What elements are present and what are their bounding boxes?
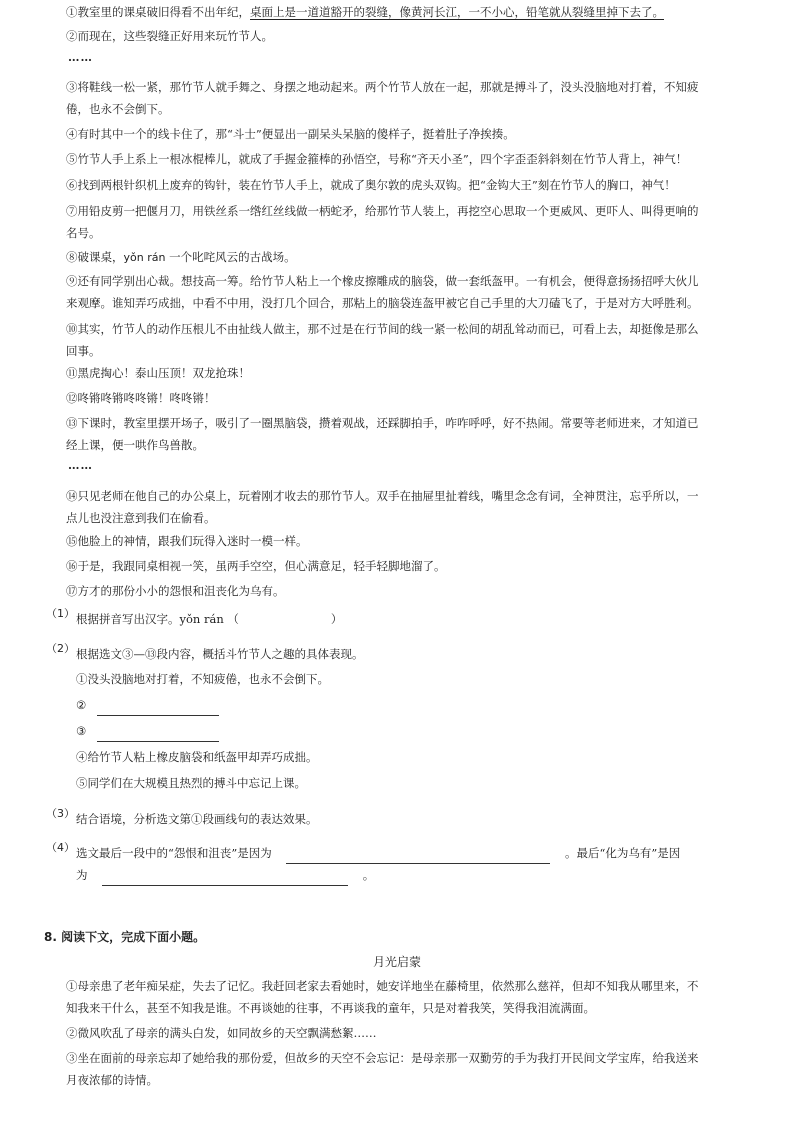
article-paragraph-1 bbox=[66, 975, 752, 1019]
passage-paragraph-11: ⑪黑虎掏心！泰山压顶！双龙抢珠！ bbox=[66, 366, 250, 380]
p9-line-1: ⑨还有同学别出心裁。想技高一筹。给竹节人粘上一个橡皮擦雕成的脑袋，做一套纸盔甲。一有机会，便得意扬扬招呼大伙儿 bbox=[66, 274, 699, 288]
p14-line-1: ⑭只见老师在他自己的办公桌上，玩着刚才收去的那竹节人。双手在抽屉里扯着线，嘴里念念有词，全神贯注，忘乎所以，一 bbox=[66, 489, 699, 503]
p1-underlined-sentence: 桌面上是一道道豁开的裂缝，像黄河长江，一不小心，铅笔就从裂缝里掉下去了。 bbox=[250, 5, 664, 19]
passage-paragraph-14 bbox=[66, 485, 752, 529]
question-2-text: 根据选文③—⑬段内容，概括斗竹节人之趣的具体表现。 bbox=[76, 647, 364, 661]
p14-line-2: 点儿也没注意到我们在偷看。 bbox=[66, 511, 216, 525]
question-number-1: （1） bbox=[46, 607, 75, 620]
question-4-text-a: 选文最后一段中的“怨恨和沮丧”是因为 bbox=[76, 846, 272, 860]
p13-line-2: 经上课，便一哄作鸟兽散。 bbox=[66, 438, 204, 452]
answer-blank-1[interactable] bbox=[239, 616, 331, 630]
answer-blank-4a[interactable] bbox=[286, 849, 550, 864]
question-4-text-c: 为 bbox=[76, 868, 88, 882]
question-number-4: （4） bbox=[46, 841, 75, 854]
article-p1-line-1: ①母亲患了老年痴呆症，失去了记忆。我赶回老家去看她时，她安详地坐在藤椅里，依然那么慈祥，但却不知我从哪里来，不 bbox=[66, 979, 699, 993]
item-2-label: ② bbox=[76, 698, 87, 712]
passage-paragraph-4: ④有时其中一个的线卡住了，那“斗士”便显出一副呆头呆脑的傻样子，挺着肚子净挨揍。 bbox=[66, 127, 515, 141]
article-p1-line-2: 知我来干什么，甚至不知我是谁。不再谈她的往事，不再谈我的童年，只是对着我笑，笑得我泪流满面。 bbox=[66, 1001, 595, 1015]
passage-paragraph-7 bbox=[66, 200, 752, 244]
p3-line-1: ③将鞋线一松一紧，那竹节人就手舞之、身摆之地动起来。两个竹节人放在一起，那就是搏斗了，没头没脑地对打着，不知疲 bbox=[66, 80, 699, 94]
article-p3-line-1: ③坐在面前的母亲忘却了她给我的那份爱，但故乡的天空不会忘记：是母亲那一双勤劳的手为我打开民间文学宝库，给我送来 bbox=[66, 1051, 699, 1065]
ellipsis: …… bbox=[68, 50, 93, 64]
p7-line-1: ⑦用铅皮剪一把偃月刀，用铁丝系一绺红丝线做一柄蛇矛，给那竹节人装上，再挖空心思取一个更威风、更吓人、叫得更响的 bbox=[66, 204, 699, 218]
article-title: 月光启蒙 bbox=[372, 955, 421, 969]
article-p3-line-2: 月夜浓郁的诗情。 bbox=[66, 1073, 158, 1087]
question-1-text: 根据拼音写出汉字。yǒn rán （ bbox=[76, 612, 239, 626]
passage-paragraph-16: ⑯于是，我跟同桌相视一笑，虽两手空空，但心满意足，轻手轻脚地溜了。 bbox=[66, 559, 446, 573]
question-2-item-4: ④给竹节人粘上橡皮脑袋和纸盔甲却弄巧成拙。 bbox=[76, 750, 318, 764]
section-heading: 8. 阅读下文，完成下面小题。 bbox=[44, 930, 206, 944]
p8-pinyin: yǒn rán bbox=[123, 251, 166, 264]
passage-paragraph-10 bbox=[66, 318, 752, 362]
p8-text-after: 一个叱咤风云的古战场。 bbox=[165, 250, 296, 264]
p7-line-2: 名号。 bbox=[66, 226, 101, 240]
question-3-text: 结合语境，分析选文第①段画线句的表达效果。 bbox=[76, 812, 318, 826]
p13-line-1: ⑬下课时，教室里摆开场子，吸引了一圈黑脑袋，攒着观战，还踩脚拍手，咋咋呼呼，好不热闹。常要等老师进来，才知道已 bbox=[66, 416, 699, 430]
passage-paragraph-2: ②而现在，这些裂缝正好用来玩竹节人。 bbox=[66, 29, 273, 43]
p9-line-2: 来观摩。谁知弄巧成拙，中看不中用，没打几个回合，那粘上的脑袋连盔甲被它自己手里的大刀磕飞了，于是对方大呼胜利。 bbox=[66, 296, 699, 310]
passage-paragraph-13 bbox=[66, 412, 752, 456]
passage-paragraph-17: ⑰方才的那份小小的怨恨和沮丧化为乌有。 bbox=[66, 584, 285, 598]
passage-paragraph-3 bbox=[66, 76, 752, 120]
question-number-3: （3） bbox=[46, 807, 75, 820]
item-3-label: ③ bbox=[76, 724, 87, 738]
article-paragraph-2: ②微风吹乱了母亲的满头白发，如同故乡的天空飘满愁絮…… bbox=[66, 1026, 377, 1040]
passage-paragraph-5: ⑤竹节人手上系上一根冰棍棒儿，就成了手握金箍棒的孙悟空，号称“齐天小圣”，四个字歪歪斜斜刻在竹节人背上，神气！ bbox=[66, 152, 688, 166]
p10-line-1: ⑩其实，竹节人的动作压根儿不由扯线人做主，那不过是在行节间的线一紧一松间的胡乱耸动而已，可看上去，却挺像是那么 bbox=[66, 322, 699, 336]
article-paragraph-3 bbox=[66, 1047, 752, 1091]
question-2-item-5: ⑤同学们在大规模且热烈的搏斗中忘记上课。 bbox=[76, 776, 306, 790]
passage-paragraph-1 bbox=[66, 1, 752, 23]
answer-blank-4b[interactable] bbox=[102, 871, 348, 886]
answer-blank-2[interactable] bbox=[97, 701, 219, 716]
question-1 bbox=[76, 608, 752, 630]
p1-text: ①教室里的课桌破旧得看不出年纪， bbox=[66, 5, 250, 19]
answer-blank-3[interactable] bbox=[97, 727, 219, 742]
passage-paragraph-15: ⑮他脸上的神情，跟我们玩得入迷时一模一样。 bbox=[66, 534, 308, 548]
p3-line-2: 倦，也永不会倒下。 bbox=[66, 102, 170, 116]
question-2-item-2 bbox=[76, 694, 219, 716]
passage-paragraph-8 bbox=[66, 246, 752, 269]
question-4-text-d: 。 bbox=[362, 868, 375, 882]
p8-text-before: ⑧破课桌， bbox=[66, 250, 124, 264]
passage-paragraph-12: ⑫咚锵咚锵咚咚锵！咚咚锵！ bbox=[66, 391, 216, 405]
p10-line-2: 回事。 bbox=[66, 344, 101, 358]
passage-paragraph-6: ⑥找到两根针织机上废弃的钩针，装在竹节人手上，就成了奥尔敦的虎头双钩。把“金钩大王”刻在竹节人的胸口，神气！ bbox=[66, 178, 676, 192]
passage-paragraph-9 bbox=[66, 270, 752, 314]
ellipsis: …… bbox=[68, 458, 93, 472]
question-2-item-1: ①没头没脑地对打着，不知疲倦，也永不会倒下。 bbox=[76, 672, 329, 686]
question-4 bbox=[76, 842, 752, 886]
question-number-2: （2） bbox=[46, 642, 75, 655]
question-1-close: ） bbox=[330, 612, 343, 626]
question-2-item-3 bbox=[76, 720, 219, 742]
question-4-text-b: 。最后“化为乌有”是因 bbox=[565, 846, 681, 860]
